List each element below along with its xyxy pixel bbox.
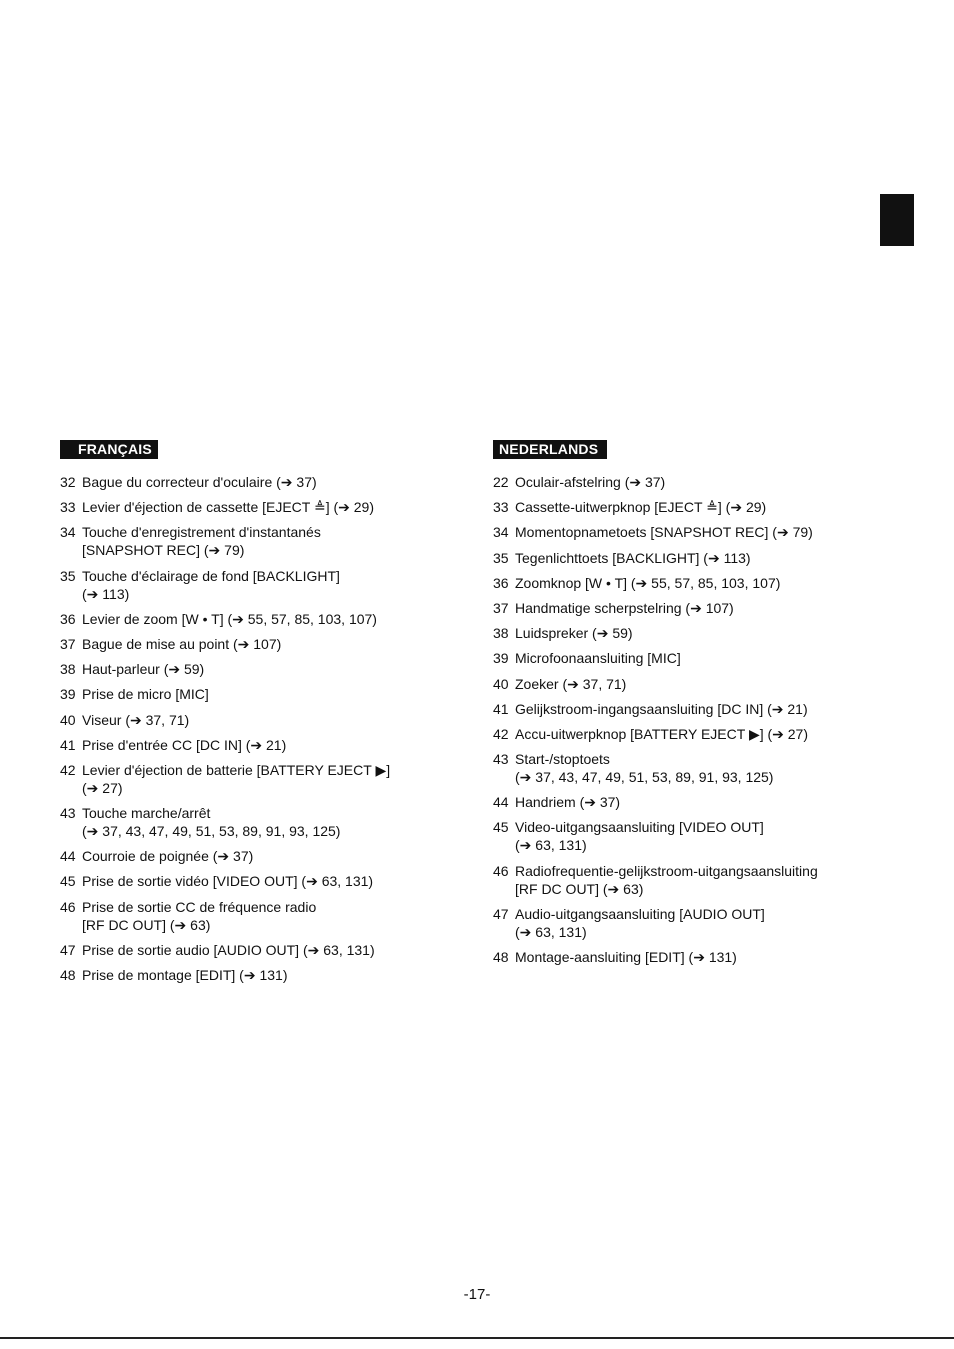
item-number: 35 bbox=[60, 567, 76, 584]
item-line: Gelijkstroom-ingangsaansluiting [DC IN] (➔ 21) bbox=[515, 700, 808, 717]
list-item bbox=[60, 711, 460, 729]
item-text bbox=[515, 862, 903, 898]
list-item bbox=[493, 905, 903, 941]
item-line: (➔ 37, 43, 47, 49, 51, 53, 89, 91, 93, 125) bbox=[82, 823, 341, 840]
list-item bbox=[60, 498, 460, 516]
item-number: 44 bbox=[60, 848, 76, 865]
item-line: (➔ 37, 43, 47, 49, 51, 53, 89, 91, 93, 125) bbox=[515, 769, 774, 786]
item-text bbox=[82, 872, 460, 890]
item-text bbox=[82, 523, 460, 559]
item-line: Oculair-afstelring (➔ 37) bbox=[515, 474, 666, 490]
item-number: 32 bbox=[60, 474, 76, 490]
item-text bbox=[82, 847, 460, 865]
item-number: 45 bbox=[493, 819, 509, 836]
list-item bbox=[60, 804, 460, 840]
item-line: Audio-uitgangsaansluiting [AUDIO OUT] bbox=[515, 905, 765, 922]
item-line: Zoomknop [W • T] (➔ 55, 57, 85, 103, 107) bbox=[515, 574, 781, 591]
item-text bbox=[82, 941, 460, 959]
list-item bbox=[493, 725, 903, 743]
item-number: 34 bbox=[60, 524, 76, 541]
list-item bbox=[493, 498, 903, 516]
item-line: [RF DC OUT] (➔ 63) bbox=[82, 916, 211, 933]
item-text bbox=[515, 700, 903, 718]
item-line: Touche marche/arrêt bbox=[82, 805, 211, 822]
item-text bbox=[82, 473, 460, 491]
french-column bbox=[60, 440, 460, 991]
item-line: Viseur (➔ 37, 71) bbox=[82, 711, 190, 728]
list-item bbox=[60, 847, 460, 865]
list-item bbox=[493, 523, 903, 541]
item-number: 36 bbox=[493, 574, 509, 591]
list-item bbox=[493, 599, 903, 617]
item-line: Momentopnametoets [SNAPSHOT REC] (➔ 79) bbox=[515, 524, 813, 541]
list-item bbox=[493, 750, 903, 786]
bottom-rule bbox=[0, 1337, 954, 1339]
item-text bbox=[82, 711, 460, 729]
item-number: 45 bbox=[60, 873, 76, 890]
item-text bbox=[82, 736, 460, 754]
item-number: 41 bbox=[60, 736, 76, 753]
item-line: Montage-aansluiting [EDIT] (➔ 131) bbox=[515, 949, 737, 965]
item-number: 34 bbox=[493, 524, 509, 541]
item-line: Video-uitgangsaansluiting [VIDEO OUT] bbox=[515, 819, 764, 836]
item-text bbox=[515, 750, 903, 786]
item-number: 39 bbox=[60, 686, 76, 703]
item-line: Bague du correcteur d'oculaire (➔ 37) bbox=[82, 474, 317, 490]
item-text bbox=[515, 549, 903, 567]
item-number: 47 bbox=[493, 905, 509, 922]
item-line: Prise de micro [MIC] bbox=[82, 686, 209, 703]
item-text bbox=[515, 675, 903, 693]
item-line: Handriem (➔ 37) bbox=[515, 794, 621, 811]
list-item bbox=[493, 473, 903, 491]
item-line: [SNAPSHOT REC] (➔ 79) bbox=[82, 542, 245, 559]
list-item bbox=[493, 549, 903, 567]
item-text bbox=[82, 660, 460, 678]
list-item bbox=[493, 675, 903, 693]
item-text bbox=[515, 599, 903, 617]
item-line: Prise d'entrée CC [DC IN] (➔ 21) bbox=[82, 736, 287, 753]
item-line: Prise de sortie vidéo [VIDEO OUT] (➔ 63, 131) bbox=[82, 873, 374, 890]
list-item bbox=[60, 966, 460, 984]
dutch-parts-list bbox=[493, 473, 903, 966]
item-number: 47 bbox=[60, 941, 76, 958]
item-number: 22 bbox=[493, 474, 509, 490]
item-number: 42 bbox=[493, 725, 509, 742]
section-tab-marker bbox=[880, 194, 914, 246]
item-text bbox=[515, 725, 903, 743]
item-line: Cassette-uitwerpknop [EJECT ≜] (➔ 29) bbox=[515, 499, 767, 516]
item-line: Luidspreker (➔ 59) bbox=[515, 625, 633, 642]
list-item bbox=[60, 635, 460, 653]
list-item bbox=[60, 898, 460, 934]
list-item bbox=[493, 948, 903, 966]
item-line: Tegenlichttoets [BACKLIGHT] (➔ 113) bbox=[515, 549, 751, 566]
item-text bbox=[82, 498, 460, 516]
item-number: 37 bbox=[60, 635, 76, 652]
item-text bbox=[515, 473, 903, 491]
item-text bbox=[82, 685, 460, 703]
list-item bbox=[493, 700, 903, 718]
item-text bbox=[515, 793, 903, 811]
item-number: 35 bbox=[493, 549, 509, 566]
list-item bbox=[60, 660, 460, 678]
french-parts-list bbox=[60, 473, 460, 984]
item-text bbox=[82, 966, 460, 984]
item-line: Courroie de poignée (➔ 37) bbox=[82, 848, 254, 865]
list-item bbox=[493, 624, 903, 642]
list-item bbox=[493, 862, 903, 898]
item-number: 48 bbox=[60, 967, 76, 983]
list-item bbox=[60, 941, 460, 959]
item-number: 40 bbox=[60, 711, 76, 728]
dutch-column bbox=[493, 440, 903, 973]
item-line: Prise de montage [EDIT] (➔ 131) bbox=[82, 967, 288, 983]
page-number: -17- bbox=[463, 1286, 491, 1303]
item-line: Haut-parleur (➔ 59) bbox=[82, 661, 205, 678]
item-number: 36 bbox=[60, 610, 76, 627]
item-line: Touche d'éclairage de fond [BACKLIGHT] bbox=[82, 567, 340, 584]
item-text bbox=[82, 761, 460, 797]
item-text bbox=[82, 567, 460, 603]
item-text bbox=[82, 610, 460, 628]
item-line: Levier d'éjection de cassette [EJECT ≜] (➔ 29) bbox=[82, 499, 375, 516]
item-text bbox=[515, 498, 903, 516]
item-text bbox=[82, 898, 460, 934]
list-item bbox=[60, 473, 460, 491]
item-line: Prise de sortie CC de fréquence radio bbox=[82, 898, 317, 915]
item-text bbox=[515, 649, 903, 667]
item-number: 33 bbox=[60, 499, 76, 516]
list-item bbox=[493, 818, 903, 854]
list-item bbox=[493, 649, 903, 667]
dutch-language-label: NEDERLANDS bbox=[493, 440, 607, 459]
item-line: [RF DC OUT] (➔ 63) bbox=[515, 880, 644, 897]
item-number: 43 bbox=[60, 805, 76, 822]
french-language-label: FRANÇAIS bbox=[60, 440, 158, 459]
item-line: Bague de mise au point (➔ 107) bbox=[82, 635, 282, 652]
item-line: (➔ 63, 131) bbox=[515, 837, 587, 854]
item-text bbox=[82, 804, 460, 840]
item-text bbox=[515, 574, 903, 592]
item-line: Zoeker (➔ 37, 71) bbox=[515, 675, 627, 692]
item-number: 39 bbox=[493, 650, 509, 667]
list-item bbox=[60, 567, 460, 603]
item-line: Microfoonaansluiting [MIC] bbox=[515, 650, 681, 667]
item-text bbox=[82, 635, 460, 653]
item-line: Handmatige scherpstelring (➔ 107) bbox=[515, 599, 734, 616]
item-text bbox=[515, 624, 903, 642]
list-item bbox=[60, 610, 460, 628]
item-text bbox=[515, 523, 903, 541]
item-line: Prise de sortie audio [AUDIO OUT] (➔ 63, 131) bbox=[82, 941, 375, 958]
list-item bbox=[493, 793, 903, 811]
list-item bbox=[493, 574, 903, 592]
item-line: Accu-uitwerpknop [BATTERY EJECT ▶] (➔ 27) bbox=[515, 725, 809, 742]
item-number: 46 bbox=[60, 898, 76, 915]
item-line: Start-/stoptoets bbox=[515, 751, 610, 768]
item-number: 38 bbox=[493, 625, 509, 642]
item-text bbox=[515, 948, 903, 966]
item-number: 48 bbox=[493, 949, 509, 965]
item-number: 33 bbox=[493, 499, 509, 516]
item-line: (➔ 113) bbox=[82, 585, 130, 602]
item-line: (➔ 27) bbox=[82, 779, 123, 796]
item-number: 46 bbox=[493, 862, 509, 879]
item-text bbox=[515, 905, 903, 941]
list-item bbox=[60, 872, 460, 890]
list-item bbox=[60, 761, 460, 797]
item-number: 38 bbox=[60, 661, 76, 678]
list-item bbox=[60, 685, 460, 703]
list-item bbox=[60, 523, 460, 559]
item-number: 42 bbox=[60, 761, 76, 778]
item-line: (➔ 63, 131) bbox=[515, 923, 587, 940]
item-number: 40 bbox=[493, 675, 509, 692]
item-number: 41 bbox=[493, 700, 509, 717]
item-line: Levier d'éjection de batterie [BATTERY EJECT ▶] bbox=[82, 761, 391, 778]
item-number: 44 bbox=[493, 794, 509, 811]
item-text bbox=[515, 818, 903, 854]
item-line: Levier de zoom [W • T] (➔ 55, 57, 85, 103, 107) bbox=[82, 610, 377, 627]
list-item bbox=[60, 736, 460, 754]
item-line: Touche d'enregistrement d'instantanés bbox=[82, 524, 321, 541]
item-line: Radiofrequentie-gelijkstroom-uitgangsaansluiting bbox=[515, 862, 818, 879]
item-number: 37 bbox=[493, 599, 509, 616]
item-number: 43 bbox=[493, 751, 509, 768]
